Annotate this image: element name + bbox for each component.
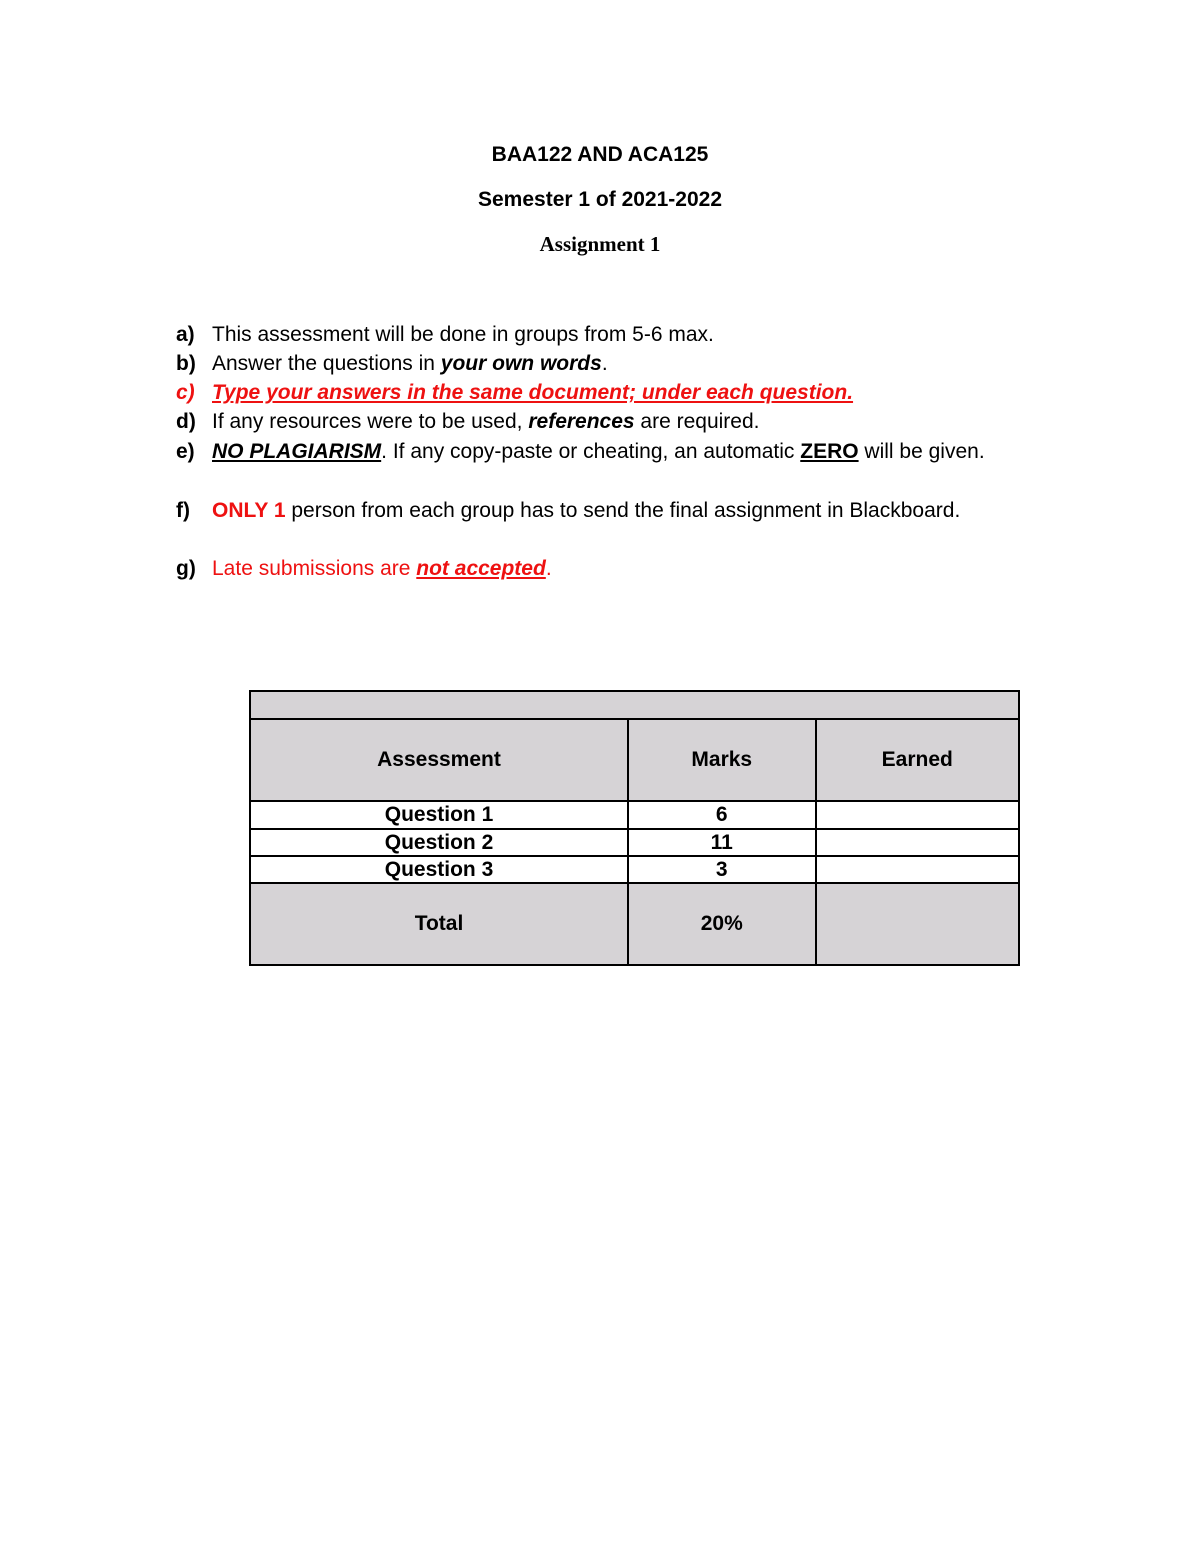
row-marks: 11 (628, 829, 816, 856)
instruction-text-part: Answer the questions in (212, 352, 441, 375)
instruction-text-part: person from each group has to send the final assignment in Blackboard. (285, 499, 961, 522)
instruction-text-part: If any resources were to be used, (212, 410, 529, 433)
instruction-text (212, 554, 1012, 583)
table-row (250, 801, 1019, 829)
total-label: Total (250, 883, 628, 965)
instruction-text-part: . (545, 557, 552, 580)
instruction-label: b) (176, 352, 196, 375)
emphasis-text: not accepted (416, 557, 546, 580)
instruction-text-part: . (601, 352, 608, 375)
instruction-label: c) (176, 381, 195, 404)
instruction-label: f) (176, 499, 190, 522)
row-item: Question 1 (250, 801, 628, 829)
instruction-label: e) (176, 440, 195, 463)
instruction-text (212, 407, 1012, 436)
zero-text: ZERO (800, 440, 859, 463)
header-assessment: Assessment (250, 719, 628, 801)
instruction-label: a) (176, 323, 195, 346)
instruction-label: d) (176, 410, 196, 433)
emphasis-text: ONLY 1 (212, 499, 286, 522)
header-marks: Marks (628, 719, 816, 801)
row-item: Question 2 (250, 829, 628, 856)
course-title: BAA122 AND ACA125 (491, 143, 709, 166)
instruction-text-part: . If any copy-paste or cheating, an automatic (381, 440, 801, 463)
instruction-text-part: are required. (634, 410, 760, 433)
assignment-title: Assignment 1 (539, 232, 661, 256)
row-item: Question 3 (250, 856, 628, 883)
marks-table (249, 690, 1020, 966)
table-top-cell (250, 691, 1019, 719)
row-marks: 3 (628, 856, 816, 883)
row-marks: 6 (628, 801, 816, 829)
instruction-text (212, 437, 1012, 466)
table-row (250, 829, 1019, 856)
table-row (250, 856, 1019, 883)
emphasis-text: your own words (440, 352, 602, 375)
table-header-row (250, 719, 1019, 801)
table-total-row (250, 883, 1019, 965)
instruction-text: This assessment will be done in groups from 5-6 max. (212, 323, 714, 346)
row-earned[interactable] (816, 801, 1020, 829)
total-marks: 20% (628, 883, 816, 965)
emphasis-text: references (528, 410, 635, 433)
header-earned: Earned (816, 719, 1020, 801)
row-earned[interactable] (816, 829, 1020, 856)
total-earned[interactable] (816, 883, 1020, 965)
instruction-text: Type your answers in the same document; under each question. (212, 381, 854, 404)
instruction-text-part: Late submissions are (212, 557, 417, 580)
instruction-text (212, 349, 1012, 378)
instruction-text (212, 496, 1012, 525)
row-earned[interactable] (816, 856, 1020, 883)
table-top-row (250, 691, 1019, 719)
instruction-text-part: will be given. (858, 440, 985, 463)
emphasis-text: NO PLAGIARISM (212, 440, 382, 463)
instruction-label: g) (176, 557, 196, 580)
semester-title: Semester 1 of 2021-2022 (478, 188, 722, 211)
